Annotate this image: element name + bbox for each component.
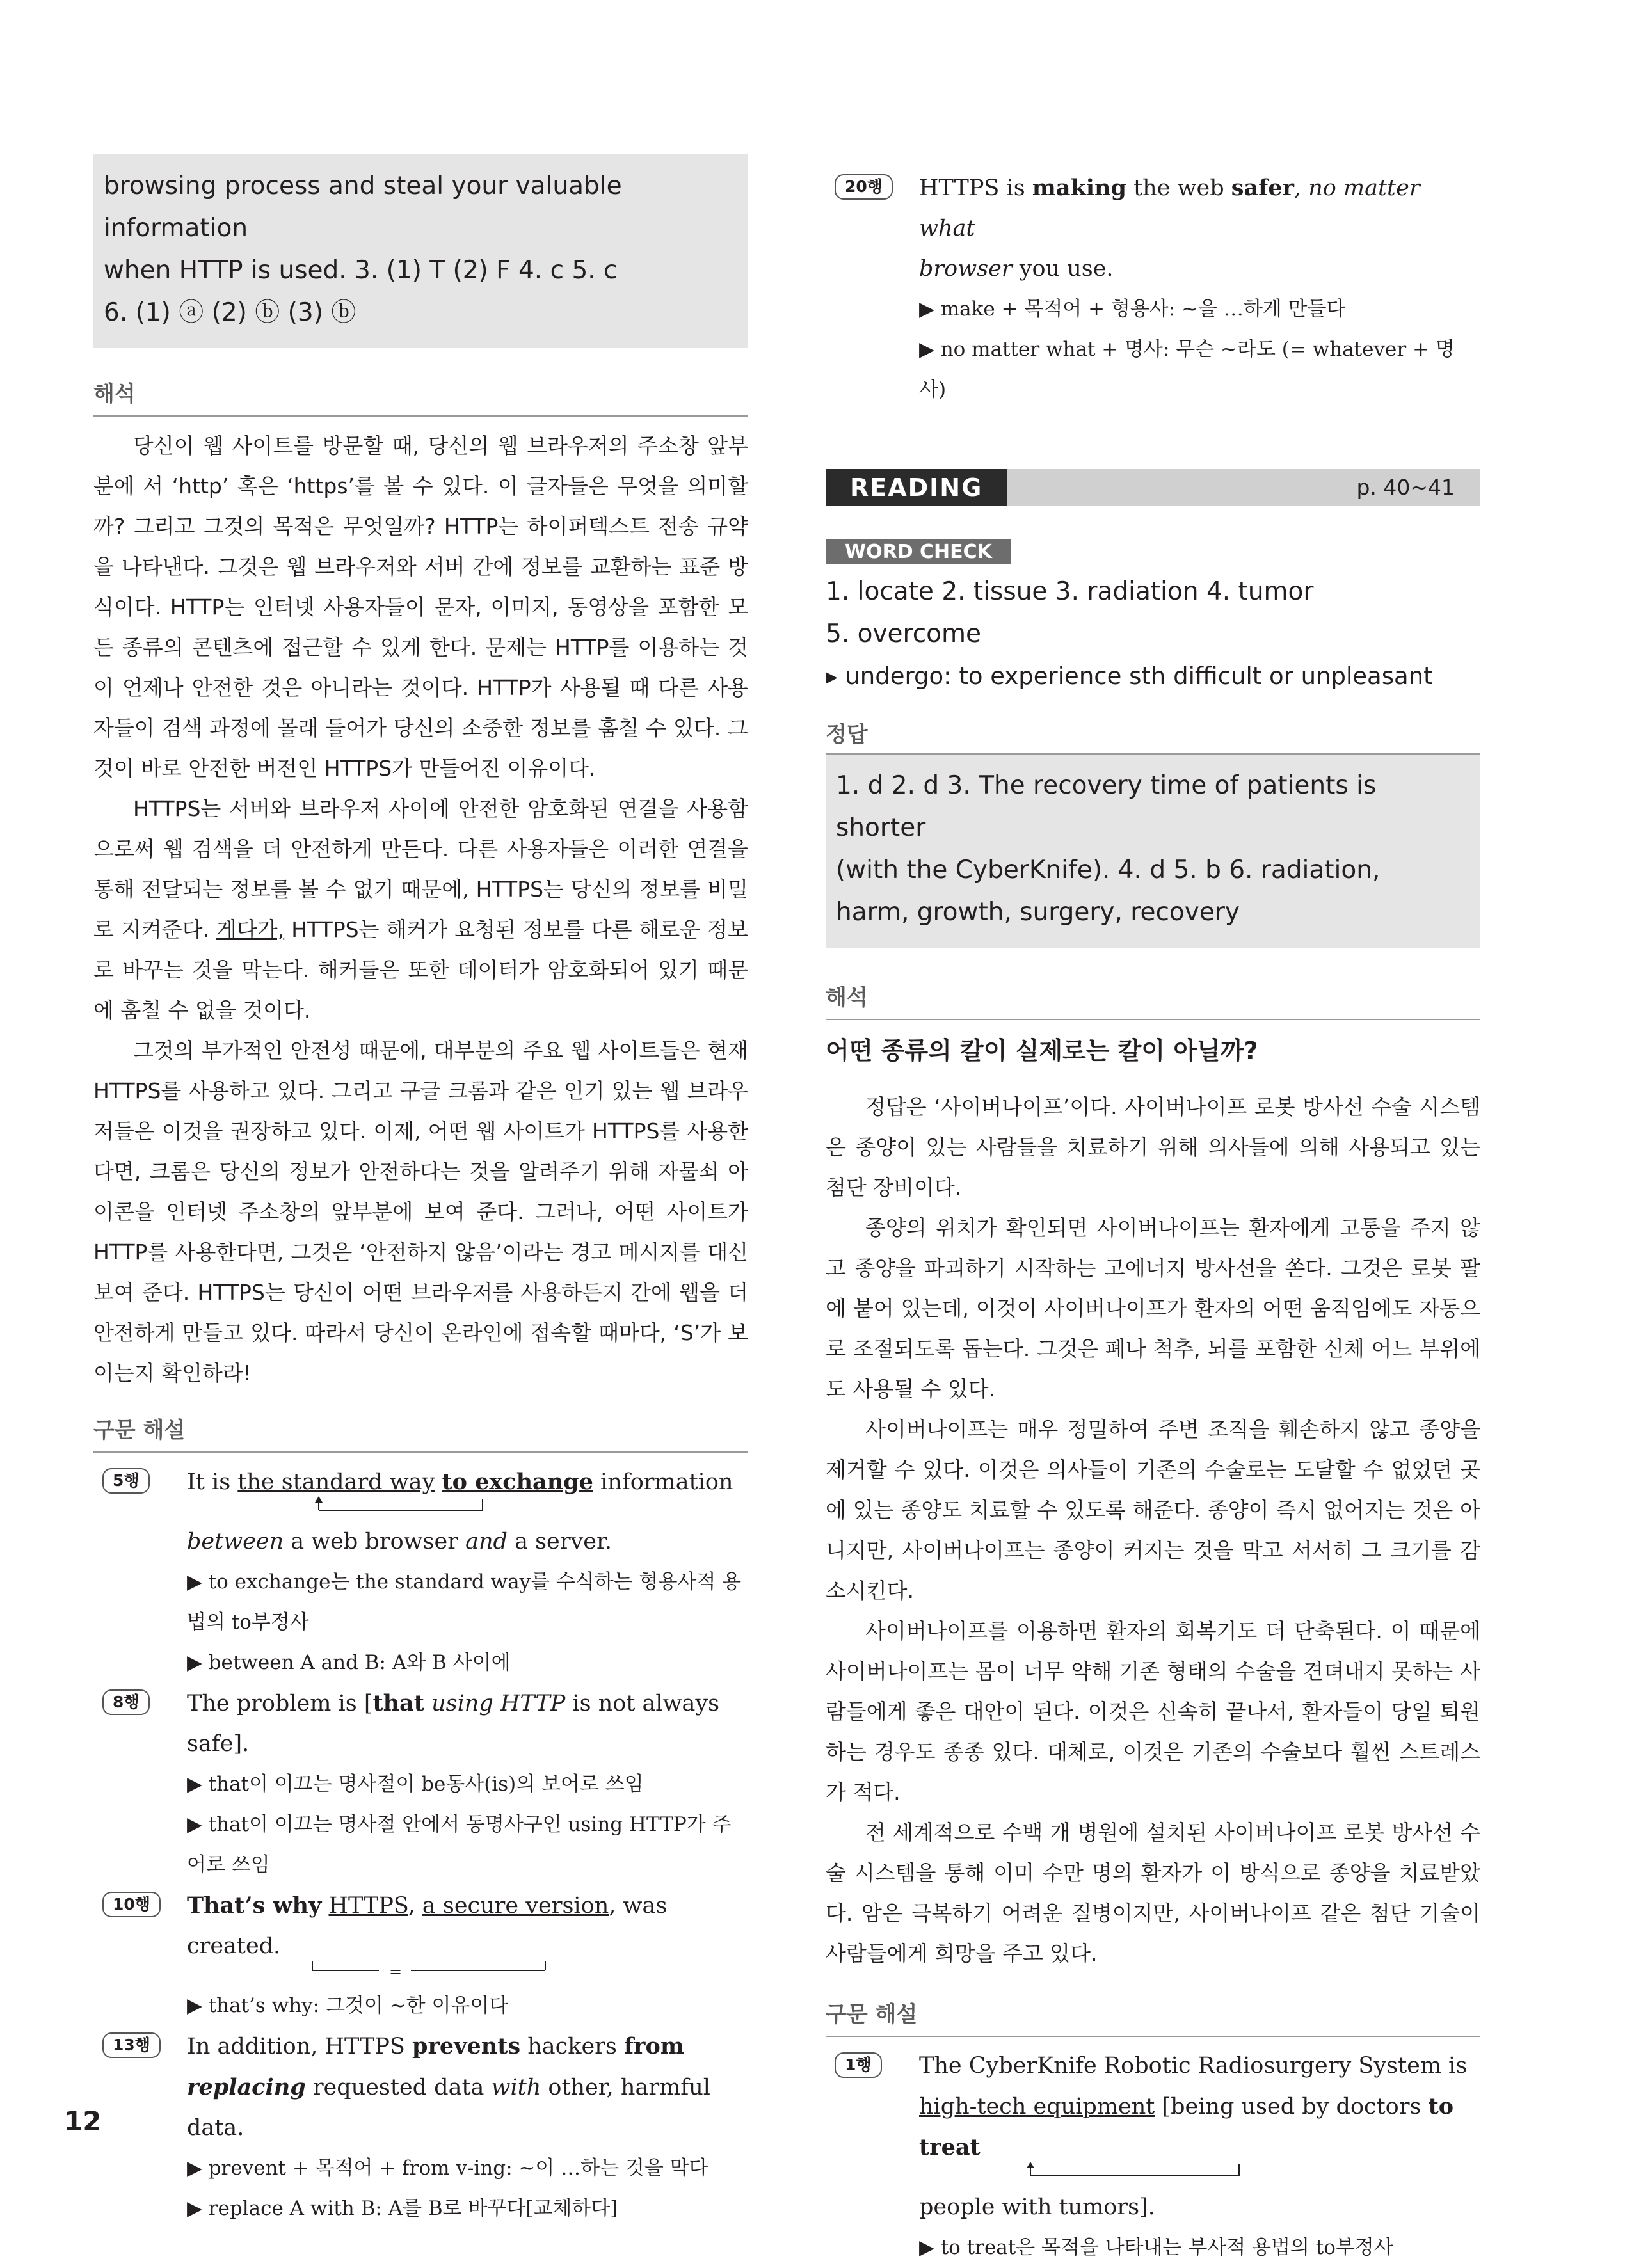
right-column [826,154,1480,2268]
equals-sign: = [389,1963,403,1981]
modifier-arrow [919,2168,1480,2187]
modifier-arrow [187,1503,748,1522]
paragraph: 사이버나이프를 이용하면 환자의 회복기도 더 단축된다. 이 때문에 사이버나이프는 몸이 너무 약해 기존 형태의 수술을 견뎌내지 못하는 사람들에게 좋은 대안이 된다. 이것은 신속히 끝나서, 환자들이 당일 퇴원하는 경우도 종종 있다. 대체로, 이것은 기존의 수술보다 훨씬 스트레스가 적다. [826,1618,1480,1805]
example-sentence-cont: browser you use. [919,256,1114,282]
grammar-item [826,168,1480,410]
grammar-note: ▶ make + 목적어 + 형용사: ~을 …하게 만들다 [919,298,1346,321]
answer-line: browsing process and steal your valuable information [104,172,622,243]
word-check-note: ▸ undergo: to experience sth difficult or unpleasant [826,662,1433,690]
grammar-item [93,1462,748,1683]
reading-pages: p. 40~41 [1007,469,1480,506]
line-tag: 13행 [102,2032,161,2058]
paragraph: 정답은 ‘사이버나이프’이다. 사이버나이프 로봇 방사선 수술 시스템은 종양이 있는 사람들을 치료하기 위해 의사들에 의해 사용되고 있는 첨단 장비이다. [826,1094,1480,1200]
line-tag: 10행 [102,1892,161,1917]
example-sentence-cont: replacing requested data with other, harmful data. [187,2074,710,2141]
paragraph: 당신이 웹 사이트를 방문할 때, 당신의 웹 브라우저의 주소창 앞부분에 서 ‘http’ 혹은 ‘https’를 볼 수 있다. 이 글자들은 무엇을 의미할까? 그리고 그것의 목적은 무엇일까? HTTP는 하이퍼텍스트 전송 규약을 나타낸다. 그것은 웹 브라우저와 서버 간에 정보를 교환하는 표준 방식이다. HTTP는 인터넷 사용자들이 문자, 이미지, 동영상을 포함한 모든 종류의 콘텐츠에 접근할 수 있게 한다. 문제는 HTTP를 이용하는 것이 언제나 안전한 것은 아니라는 것이다. HTTP가 사용될 때 다른 사용자들이 검색 과정에 몰래 들어가 당신의 소중한 정보를 훔칠 수 있다. 그것이 바로 안전한 버전인 HTTPS가 만들어진 이유이다. [93,433,748,781]
underlined-word: 게다가, [216,917,285,942]
grammar-heading: 구문 해설 [93,1412,748,1453]
grammar-heading: 구문 해설 [826,1997,1480,2037]
word-check-line: 5. overcome [826,619,982,648]
paragraph: 전 세계적으로 수백 개 병원에 설치된 사이버나이프 로봇 방사선 수술 시스템을 통해 이미 수만 명의 환자가 이 방식으로 종양을 치료받았다. 암은 극복하기 어려운 질병이지만, 사이버나이프 같은 첨단 기술이 사람들에게 희망을 주고 있다. [826,1820,1480,1966]
page-number: 12 [64,2105,102,2137]
line-tag: 20행 [835,174,893,200]
grammar-item [826,2046,1480,2268]
grammar-note: ▶ that이 이끄는 명사절 안에서 동명사구인 using HTTP가 주어로 쓰임 [187,1813,732,1876]
reading-section-bar [826,469,1480,539]
word-check-line: 1. locate 2. tissue 3. radiation 4. tumor [826,577,1314,606]
word-check-answers [826,571,1480,698]
word-check-badge: WORD CHECK [826,539,1011,564]
grammar-item [93,2026,748,2229]
paragraph: 그것의 부가적인 안전성 때문에, 대부분의 주요 웹 사이트들은 현재 HTTPS를 사용하고 있다. 그리고 구글 크롬과 같은 인기 있는 웹 브라우저들은 이것을 권장하고 있다. 이제, 어떤 웹 사이트가 HTTPS를 사용한다면, 크롬은 당신의 정보가 안전하다는 것을 알려주기 위해 자물쇠 아이콘을 인터넷 주소창의 앞부분에 보여 준다. 그러나, 어떤 사이트가 HTTP를 사용한다면, 그것은 ‘안전하지 않음’이라는 경고 메시지를 대신 보여 준다. HTTPS는 당신이 어떤 브라우저를 사용하든지 간에 웹을 더 안전하게 만들고 있다. 따라서 당신이 온라인에 접속할 때마다, ‘S’가 보이는지 확인하라! [93,1038,748,1386]
appositive-bracket [187,1963,748,1986]
translation-heading: 해석 [826,980,1480,1020]
grammar-item [93,1885,748,2026]
grammar-note: ▶ no matter what + 명사: 무슨 ~라도 (= whatever + 명사) [919,338,1455,401]
grammar-note: ▶ between A and B: A와 B 사이에 [187,1651,511,1674]
grammar-note: ▶ to treat은 목적을 나타내는 부사적 용법의 to부정사 [919,2236,1393,2259]
translation-title: 어떤 종류의 칼이 실제로는 칼이 아닐까? [826,1037,1258,1065]
grammar-note: ▶ that이 이끄는 명사절이 be동사(is)의 보어로 쓰임 [187,1773,644,1796]
answer-box [93,154,748,348]
example-sentence-cont: between a web browser and a server. [187,1529,612,1554]
paragraph: 사이버나이프는 매우 정밀하여 주변 조직을 훼손하지 않고 종양을 제거할 수 있다. 이것은 의사들이 기존의 수술로는 도달할 수 없었던 곳에 있는 종양도 치료할 수 있도록 해준다. 종양이 즉시 없어지는 것은 아니지만, 사이버나이프는 종양이 커지는 것을 막고 서서히 그 크기를 감소시킨다. [826,1417,1480,1603]
example-sentence: It is the standard way to exchange information [187,1469,733,1495]
grammar-item [93,1683,748,1885]
example-sentence: HTTPS is making the web safer, no matter what [919,175,1420,241]
left-column [93,154,748,2229]
answer-line: 1. d 2. d 3. The recovery time of patients is shorter [836,771,1377,842]
paragraph: 종양의 위치가 확인되면 사이버나이프는 환자에게 고통을 주지 않고 종양을 파괴하기 시작하는 고에너지 방사선을 쏜다. 그것은 로봇 팔에 붙어 있는데, 이것이 사이버나이프가 환자의 어떤 움직임에도 자동으로 조절되도록 돕는다. 그것은 폐나 척추, 뇌를 포함한 신체 어느 부위에도 사용될 수 있다. [826,1215,1480,1402]
example-sentence: In addition, HTTPS prevents hackers from [187,2033,684,2059]
example-sentence-cont: high-tech equipment [being used by doctors to treat [919,2093,1454,2160]
example-sentence: The problem is [that using HTTP is not always safe]. [187,1690,720,1757]
grammar-note: ▶ prevent + 목적어 + from v-ing: ~이 …하는 것을 막다 [187,2157,708,2180]
example-sentence: That’s why HTTPS, a secure version, was created. [187,1892,668,1959]
answer-heading: 정답 [826,722,868,747]
answer-line: (with the CyberKnife). 4. d 5. b 6. radiation, [836,856,1381,884]
answer-line: 6. (1) ⓐ (2) ⓑ (3) ⓑ [104,298,356,327]
translation-heading: 해석 [93,376,748,417]
example-sentence: The CyberKnife Robotic Radiosurgery System is [919,2053,1468,2079]
line-tag: 5행 [102,1468,150,1494]
translation-body [93,426,748,1393]
line-tag: 1행 [835,2052,882,2078]
answer-line: harm, growth, surgery, recovery [836,898,1240,927]
paragraph: HTTPS는 서버와 브라우저 사이에 안전한 암호화된 연결을 사용함으로써 웹 검색을 더 안전하게 만든다. 다른 사용자들은 이러한 연결을 통해 전달되는 정보를 볼 수 없기 때문에, HTTPS는 당신의 정보를 비밀로 지켜준다. 게다가, HTTPS는 해커가 요청된 정보를 다른 해로운 정보로 바꾸는 것을 막는다. 해커들은 또한 데이터가 암호화되어 있기 때문에 훔칠 수 없을 것이다. [93,796,748,1023]
grammar-note: ▶ replace A with B: A를 B로 바꾸다[교체하다] [187,2197,618,2220]
translation-body [826,1087,1480,1974]
answer-line: when HTTP is used. 3. (1) T (2) F 4. c 5. c [104,256,618,285]
grammar-note: ▶ that’s why: 그것이 ~한 이유이다 [187,1994,509,2017]
example-sentence-cont: people with tumors]. [919,2194,1155,2220]
reading-label: READING 2 [826,469,1007,506]
grammar-note: ▶ to exchange는 the standard way를 수식하는 형용사적 용법의 to부정사 [187,1570,742,1634]
line-tag: 8행 [102,1689,150,1715]
answer-box [826,753,1480,948]
